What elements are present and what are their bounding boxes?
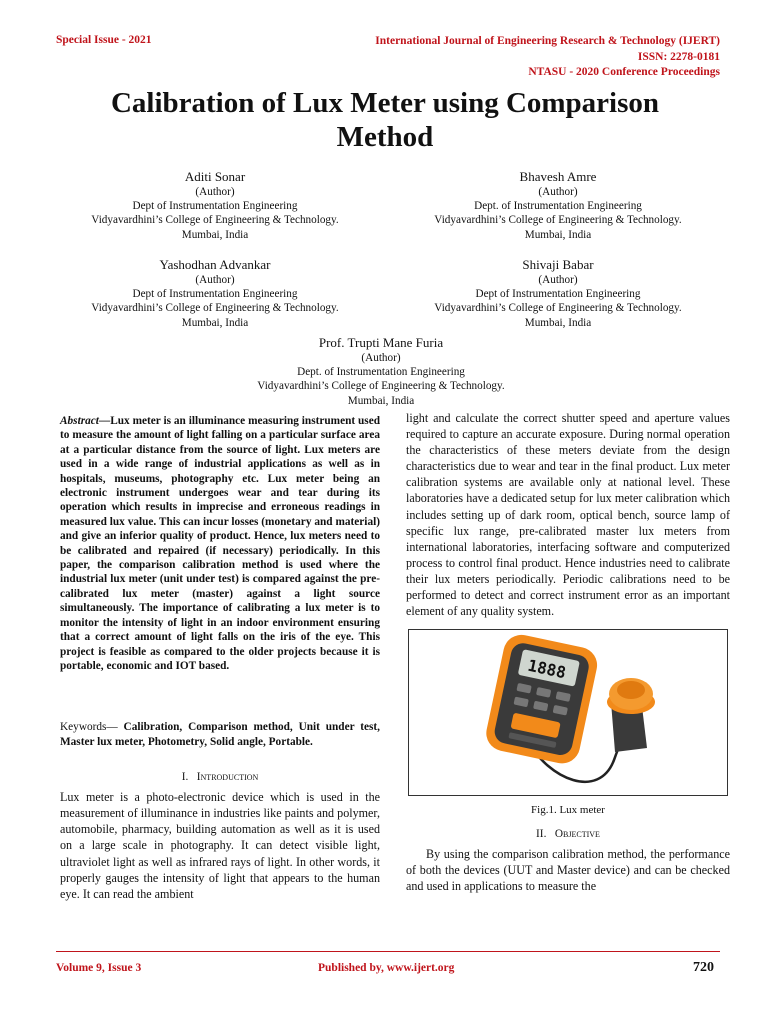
author-college: Vidyavardhini’s College of Engineering & Technology. <box>91 302 339 315</box>
author-name: Prof. Trupti Mane Furia <box>318 335 444 350</box>
footer-publisher: Published by, www.ijert.org <box>318 962 455 974</box>
right-column <box>406 410 730 895</box>
paper-title <box>60 86 710 154</box>
abstract <box>60 414 380 673</box>
author-college: Vidyavardhini’s College of Engineering & Technology. <box>91 214 339 227</box>
author-name: Shivaji Babar <box>522 257 594 272</box>
author-role: (Author) <box>361 352 401 364</box>
author-city: Mumbai, India <box>524 316 592 329</box>
section-heading-objective <box>406 828 730 840</box>
journal-proceedings: NTASU - 2020 Conference Proceedings <box>528 66 720 78</box>
author-name: Yashodhan Advankar <box>159 257 271 272</box>
author-block-2 <box>393 168 723 242</box>
figure-caption: Fig.1. Lux meter <box>531 804 605 817</box>
author-role: (Author) <box>195 274 235 286</box>
section-number: I. <box>181 771 189 784</box>
author-dept: Dept of Instrumentation Engineering <box>132 288 298 301</box>
author-name: Aditi Sonar <box>184 169 246 184</box>
author-block-1 <box>50 168 380 242</box>
author-role: (Author) <box>195 186 235 198</box>
author-role: (Author) <box>538 186 578 198</box>
author-role: (Author) <box>538 274 578 286</box>
author-city: Mumbai, India <box>181 316 249 329</box>
figure-lux-meter <box>408 629 728 796</box>
section-title: Introduction <box>196 771 259 784</box>
abstract-text: —Lux meter is an illuminance measuring instrument used to measure the amount of light falling on a particular surface area at a particular distance from the source of light. Lux meters are used in a wide range of industrial applications as well as in hospitals, museums, photography etc. Lux meter being an electronic instrument undergoes wear and tear during its operation which results in imprecise and erroneous readings in measured lux value. This can incur losses (monetary and material) and give an inferior quality of product. Hence, lux meters need to be calibrated and repaired (if necessary) periodically. In this paper, the comparison calibration method is used where the industrial lux meter (unit under test) is compared against the pre-calibrated lux meter (master) against a light source simultaneously. The importance of calibrating a lux meter is to monitor the intensity of light in an indoor environment ensuring that a correct amount of light falls on the iris of the eye. This project is feasible as compared to the older projects because it is portable, economic and IOT based. <box>60 415 380 672</box>
author-city: Mumbai, India <box>181 228 249 241</box>
author-dept: Dept. of Instrumentation Engineering <box>474 200 642 213</box>
abstract-label: Abstract <box>60 415 99 427</box>
author-college: Vidyavardhini’s College of Engineering & Technology. <box>257 380 505 393</box>
author-city: Mumbai, India <box>524 228 592 241</box>
journal-special-issue: Special Issue - 2021 <box>56 34 152 46</box>
author-dept: Dept of Instrumentation Engineering <box>475 288 641 301</box>
author-city: Mumbai, India <box>347 394 415 407</box>
keywords <box>60 720 380 749</box>
author-dept: Dept of Instrumentation Engineering <box>132 200 298 213</box>
paper-title-line2: Method <box>336 121 434 153</box>
section-heading-introduction <box>60 771 380 783</box>
paper-title-line1: Calibration of Lux Meter using Comparison <box>110 87 660 119</box>
sensor-lens <box>617 681 645 699</box>
footer-volume: Volume 9, Issue 3 <box>56 962 142 974</box>
keywords-text: Calibration, Comparison method, Unit under test, Master lux meter, Photometry, Solid angle, Portable. <box>60 721 380 748</box>
journal-issn: ISSN: 2278-0181 <box>637 50 720 63</box>
author-dept: Dept. of Instrumentation Engineering <box>297 366 465 379</box>
lux-meter-illustration <box>409 630 727 795</box>
right-column-paragraph: light and calculate the correct shutter speed and aperture values required to capture an accurate exposure. During normal operation the characteristics of these meters deviate from the design characteristics due to wear and tear in the final product. Lux meter calibration systems are available only at national level. These laboratories have a dedicated setup for lux meter calibration which includes setting up of dark room, optical bench, source lamp of specific lux range, pre-calibrated master lux meters from international laboratories, interfacing software and computerized process to control final product. Hence industries need to calibrate their lux meters periodically. Periodic calibrations need to be performed to detect and correct instrument error as an important element of any quality system. <box>406 411 730 619</box>
footer-divider <box>56 951 720 952</box>
section-number: II. <box>536 828 547 841</box>
introduction-paragraph: Lux meter is a photo-electronic device which is used in the measurement of illuminance in industries like paints and polymer, automobile, pharmacy, building automation as well as it is used on a large scale in photography. It can detect visible light, ultraviolet light as well as infrared rays of light. In other words, it properly gauges the intensity of light that appears to the human eye. It can read the ambient <box>60 790 380 901</box>
author-college: Vidyavardhini’s College of Engineering & Technology. <box>434 214 682 227</box>
journal-name: International Journal of Engineering Research & Technology (IJERT) <box>375 35 720 47</box>
journal-header <box>375 34 720 81</box>
left-column <box>60 414 380 902</box>
meter-display-reading: 1888 <box>526 655 568 683</box>
author-block-4 <box>393 256 723 330</box>
page-number: 720 <box>693 960 714 975</box>
author-block-5 <box>216 334 546 408</box>
author-block-3 <box>50 256 380 330</box>
section-title: Objective <box>554 828 600 841</box>
objective-paragraph: By using the comparison calibration method, the performance of both the devices (UUT and Master device) and can be checked and used in applications to measure the <box>406 847 730 894</box>
author-name: Bhavesh Amre <box>519 169 597 184</box>
author-college: Vidyavardhini’s College of Engineering & Technology. <box>434 302 682 315</box>
keywords-label: Keywords— <box>60 721 118 734</box>
